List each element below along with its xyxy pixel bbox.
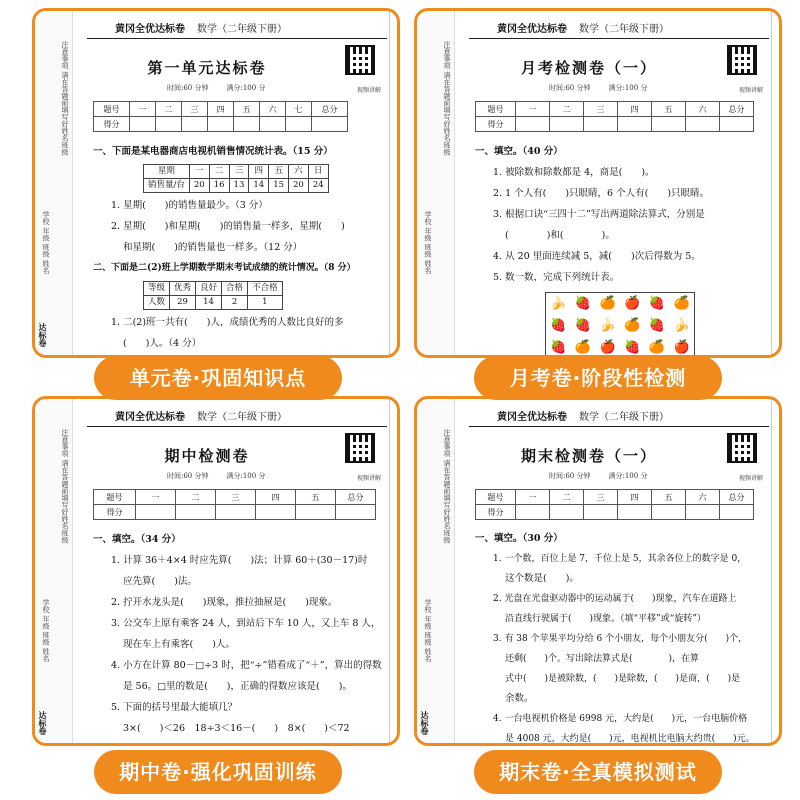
question: 1. 星期( )的销售量最少。（3 分） [111, 200, 268, 211]
question-cont: 应先算( )法。 [123, 576, 197, 587]
question-cont: 和星期( )的销售量也一样多。（12 分） [123, 242, 303, 253]
question-cont: 还剩( )个。写出除法算式是( )，在算 [505, 654, 700, 664]
question: 2. 1 个人有( )只眼睛，6 个人有( )只眼睛。 [493, 188, 710, 199]
video-label: 视频讲解 [356, 475, 381, 482]
sheet-header [469, 405, 769, 427]
sheet-header [87, 405, 387, 427]
fruit-icon: 🍓 [550, 318, 567, 333]
question: 5. 下面的括号里最大能填几？ [111, 702, 238, 713]
caption-unit-exam: 单元卷·巩固知识点 [94, 356, 342, 400]
video-label: 视频讲解 [738, 475, 763, 482]
spine-notes: 注意事项 请在答题前填写好姓名班级 [61, 429, 69, 544]
subject-name: 数学（二年级下册） [579, 412, 669, 423]
qr-code-icon[interactable] [727, 433, 757, 463]
exam-panel-monthly[interactable] [414, 8, 782, 358]
exam-body [475, 141, 771, 358]
qr-code-icon[interactable] [727, 45, 757, 75]
fruit-icon: 🍓 [574, 296, 592, 311]
score-table: 题号 一 二 三 四 五 六 总分 得分 [475, 489, 754, 520]
caption-final-exam: 期末卷·全真模拟测试 [474, 750, 722, 794]
question: 1. 计算 36＋4×4 时应先算( )法；计算 60＋(30－17)时 [111, 555, 368, 566]
question: 4. 小方在计算 80－□÷3 时，把“÷”错看成了“＋”，算出的得数 [111, 660, 382, 671]
page-edge [771, 399, 779, 743]
binding-spine [417, 399, 455, 743]
fruit-icon: 🍎 [624, 296, 641, 311]
exam-title: 月考检测卷（一） [520, 59, 657, 77]
subject-name: 数学（二年级下册） [579, 24, 669, 35]
question: 1. 被除数和除数都是 4，商是( )。 [493, 167, 655, 178]
exam-panel-midterm[interactable] [32, 396, 400, 746]
spine-tag: 达标卷 [420, 711, 430, 735]
fruit-icon: 🍓 [648, 318, 666, 333]
section-heading: 二、下面是二(2)班上学期数学期末考试成绩的统计情况。（8 分） [93, 263, 356, 273]
brand-name: 黄冈全优达标卷 [115, 24, 185, 35]
spine-notes: 注意事项 请在答题前填写好姓名班级 [61, 41, 69, 156]
section-heading: 一、填空。（34 分） [93, 534, 181, 545]
question: 4. 从 20 里面连续减 5，减( )次后得数为 5。 [493, 251, 701, 262]
brand-name: 黄冈全优达标卷 [497, 412, 567, 423]
score-table: 题号 一 二 三 四 五 六 七 总分 得分 [93, 101, 348, 132]
binding-spine [35, 11, 73, 355]
fruit-icon: 🍌 [599, 318, 616, 333]
brand-name: 黄冈全优达标卷 [497, 24, 567, 35]
page-edge [389, 11, 397, 355]
question: 1. 一个数，百位上是 7，千位上是 5，其余各位上的数字是 0， [493, 554, 747, 564]
exam-meta: 时间:60 分钟 满分:100 分 [549, 472, 648, 480]
fruit-icon: 🍊 [624, 318, 641, 333]
question: 2. 拧开水龙头是( )现象，推拉抽屉是( )现象。 [111, 597, 338, 608]
question: 5. 数一数，完成下列统计表。 [493, 272, 620, 283]
question: 1. 二(2)班一共有( )人，成绩优秀的人数比良好的多 [111, 317, 344, 328]
spine-notes: 注意事项 请在答题前填写好姓名班级 [443, 429, 451, 544]
fruit-icon: 🍎 [673, 340, 690, 355]
subject-name: 数学（二年级下册） [197, 412, 287, 423]
spine-tag: 达标卷 [38, 323, 48, 347]
question: 4. 一台电视机价格是 6998 元，大约是( )元，一台电脑价格 [493, 714, 748, 724]
caption-midterm-exam: 期中卷·强化巩固训练 [94, 750, 342, 794]
fruit-icon: 🍓 [574, 318, 592, 333]
fruit-icon: 🍓 [624, 340, 641, 355]
spine-notes: 注意事项 请在答题前填写好姓名班级 [443, 41, 451, 156]
spine-tag: 达标卷 [38, 711, 48, 735]
fruit-icon: 🍊 [648, 340, 666, 355]
exam-body [475, 529, 771, 746]
fruit-icon: 🍎 [599, 340, 616, 355]
question-cont: ( )和( )。 [505, 230, 615, 241]
question-cont: 余数。 [505, 693, 534, 704]
caption-monthly-exam: 月考卷·阶段性检测 [474, 356, 722, 400]
tv-sales-table: 星期 一 二 三 四 五 六 日 销售量/台 20 16 13 14 15 20 24 [143, 164, 329, 193]
binding-spine [35, 399, 73, 743]
exam-meta: 时间:60 分钟 满分:100 分 [167, 84, 266, 92]
question-cont: 3×( )＜26 18÷3＜16－( ) 8×( )＜72 [123, 723, 350, 734]
exam-body [93, 529, 389, 739]
spine-fields: 学校 年级 班级 姓名 [424, 211, 432, 274]
fruit-icon: 🍌 [550, 296, 567, 311]
question: 2. 星期( )和星期( )的销售量一样多，星期( ) [111, 221, 345, 232]
subject-name: 数学（二年级下册） [197, 24, 287, 35]
spine-fields: 学校 年级 班级 姓名 [42, 599, 50, 662]
page-edge [389, 399, 397, 743]
question-cont: 式中( )是被除数，( )是除数，( )是商，( )是 [505, 674, 741, 684]
question-cont: 沿直线行驶属于( )现象。（填“平移”或“旋转”） [505, 614, 706, 624]
exam-title: 第一单元达标卷 [147, 59, 267, 77]
qr-code-icon[interactable] [345, 433, 375, 463]
qr-code-icon[interactable] [345, 45, 375, 75]
spine-fields: 学校 年级 班级 姓名 [424, 599, 432, 662]
exam-title: 期末检测卷（一） [520, 447, 657, 465]
video-label: 视频讲解 [738, 87, 763, 94]
question: 2. 光盘在光盘驱动器中的运动属于( )现象，汽车在道路上 [493, 594, 737, 604]
score-table: 题号 一 二 三 四 五 六 总分 得分 [475, 101, 754, 132]
exam-panel-final[interactable] [414, 396, 782, 746]
brand-name: 黄冈全优达标卷 [115, 412, 185, 423]
fruit-icon: 🍌 [673, 318, 690, 333]
fruit-icon: 🍊 [574, 340, 592, 355]
question-cont: 这个数是( )。 [505, 573, 579, 584]
score-table: 题号 一 二 三 四 五 总分 得分 [93, 489, 376, 520]
section-heading: 一、填空。（40 分） [475, 146, 563, 157]
page-edge [771, 11, 779, 355]
section-heading: 一、下面是某电器商店电视机销售情况统计表。（15 分） [93, 146, 333, 157]
fruit-icon: 🍓 [648, 296, 666, 311]
question: 3. 公交车上原有乘客 24 人，到站后下车 10 人，又上车 8 人， [111, 618, 381, 629]
question: 3. 根据口诀“三四十二”写出两道除法算式，分别是 [493, 209, 705, 220]
sheet-header [87, 17, 387, 39]
question: 3. 有 38 个苹果平均分给 6 个小朋友，每个小朋友分( )个， [493, 634, 748, 644]
fruit-icon: 🍊 [599, 296, 616, 311]
grade-table: 等级 优秀 良好 合格 不合格 人数 29 14 2 1 [143, 281, 283, 310]
fruit-icon: 🍊 [673, 296, 690, 311]
exam-meta: 时间:60 分钟 满分:100 分 [167, 472, 266, 480]
exam-panel-unit[interactable] [32, 8, 400, 358]
question-cont: 是 4008 元，大约是( )元，电视机比电脑大约贵( )元。 [505, 734, 755, 744]
binding-spine [417, 11, 455, 355]
question-cont: 是 56。□里的数是( )，正确的得数应该是( )。 [123, 681, 352, 692]
question-cont: ( )人。（4 分） [123, 338, 202, 349]
exam-body [93, 141, 389, 354]
question-cont: 现在车上有乘客( )人。 [123, 639, 235, 650]
exam-meta: 时间:60 分钟 满分:100 分 [549, 84, 648, 92]
fruit-icon: 🍓 [550, 340, 567, 355]
spine-fields: 学校 年级 班级 姓名 [42, 211, 50, 274]
video-label: 视频讲解 [356, 87, 381, 94]
section-heading: 一、填空。（30 分） [475, 533, 563, 544]
sheet-header [469, 17, 769, 39]
fruit-picture-grid [545, 292, 695, 358]
exam-title: 期中检测卷 [164, 447, 250, 465]
